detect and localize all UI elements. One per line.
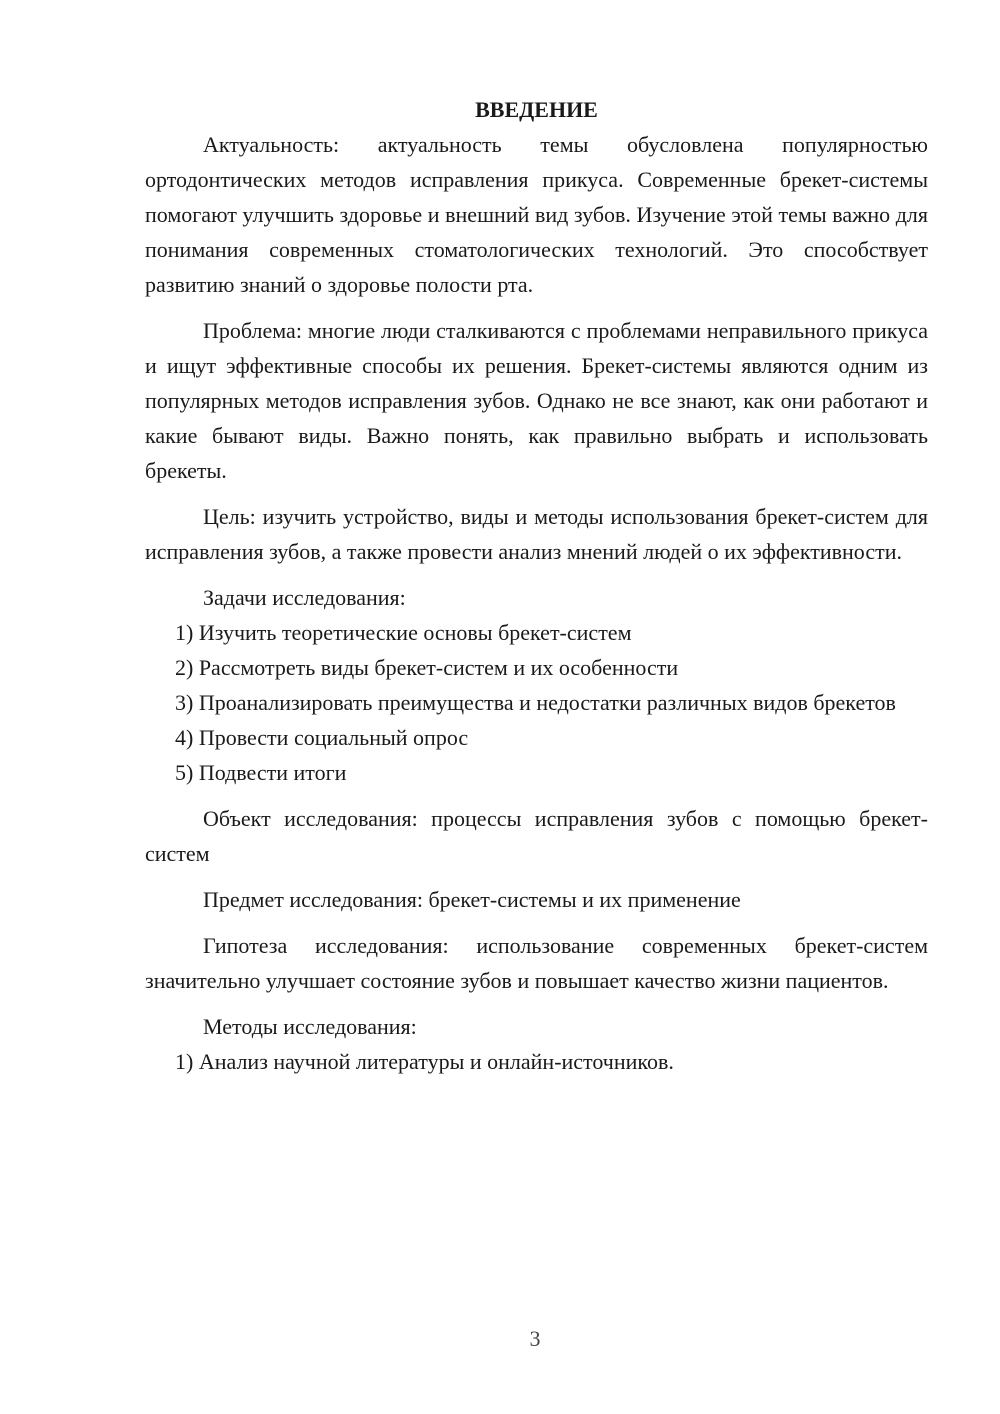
task-item: 4) Провести социальный опрос — [175, 725, 469, 750]
paragraph-hypothesis: Гипотеза исследования: использование современных брекет-систем значительно улучшает состояние зубов и повышает качество жизни пациентов. — [145, 933, 928, 993]
section-heading: ВВЕДЕНИЕ — [475, 97, 598, 122]
paragraph-relevance: Актуальность: актуальность темы обусловлена популярностью ортодонтических методов исправления прикуса. Современные брекет-системы помогают улучшить здоровье и внешний вид зубов. Изучение этой темы важно для понимания современных стоматологических технологий. Это способствует развитию знаний о здоровье полости рта. — [145, 132, 928, 297]
paragraph-tasks-title: Задачи исследования: — [203, 585, 406, 610]
document-page — [145, 92, 928, 1079]
page-number: 3 — [529, 1326, 541, 1351]
paragraph-goal: Цель: изучить устройство, виды и методы использования брекет-систем для исправления зубов, а также провести анализ мнений людей о их эффективности. — [145, 504, 928, 564]
task-item: 3) Проанализировать преимущества и недостатки различных видов брекетов — [175, 690, 896, 715]
paragraph-object: Объект исследования: процессы исправления зубов с помощью брекет-систем — [145, 806, 928, 866]
task-item: 5) Подвести итоги — [175, 760, 347, 785]
paragraph-problem: Проблема: многие люди сталкиваются с проблемами неправильного прикуса и ищут эффективные способы их решения. Брекет-системы являются одним из популярных методов исправления зубов. Однако не все знают, как они работают и какие бывают виды. Важно понять, как правильно выбрать и использовать брекеты. — [145, 318, 928, 483]
task-item: 2) Рассмотреть виды брекет-систем и их особенности — [175, 655, 679, 680]
method-item: 1) Анализ научной литературы и онлайн-источников. — [175, 1049, 674, 1074]
task-item: 1) Изучить теоретические основы брекет-систем — [175, 620, 632, 645]
paragraph-methods-title: Методы исследования: — [203, 1014, 417, 1039]
paragraph-subject: Предмет исследования: брекет-системы и их применение — [203, 887, 741, 912]
